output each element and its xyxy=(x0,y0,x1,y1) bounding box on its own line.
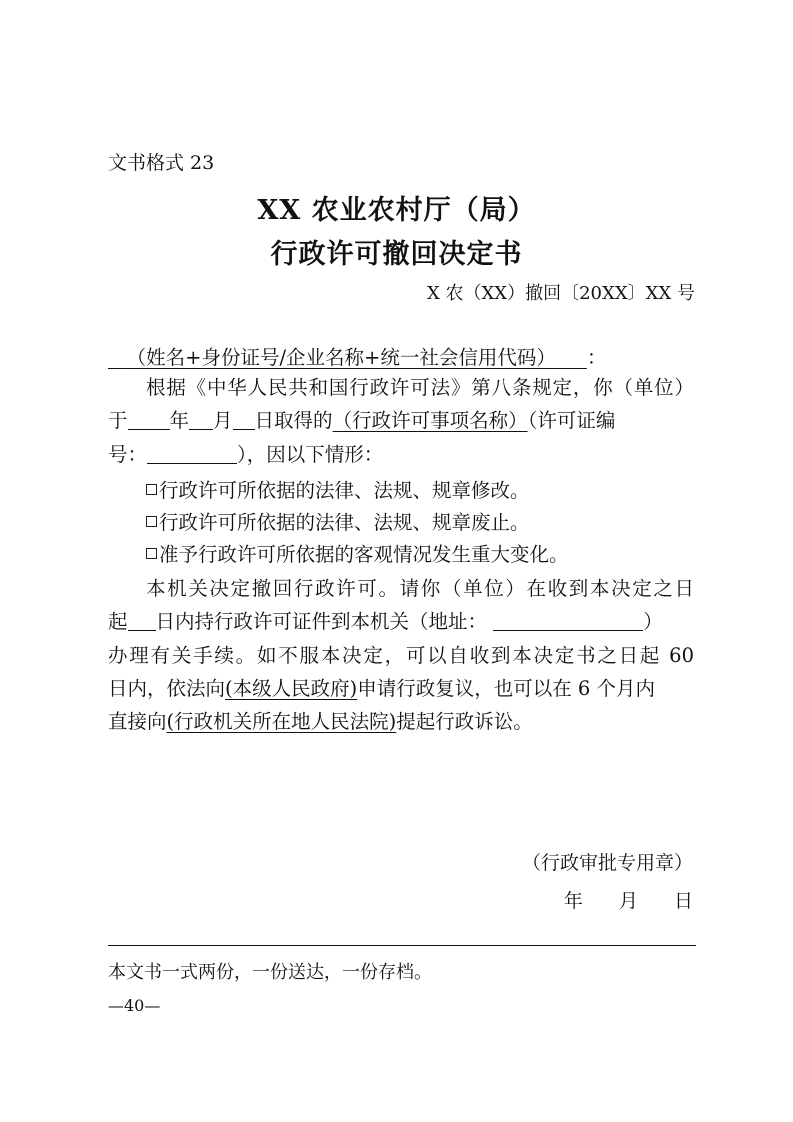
government-name: (本级人民政府) xyxy=(225,677,358,700)
text-yu: 于 xyxy=(108,409,128,432)
addressee-field: （姓名+身份证号/企业名称+统一社会信用代码） xyxy=(126,346,556,369)
document-title: 行政许可撤回决定书 xyxy=(270,239,523,270)
option-law-modified xyxy=(108,476,694,506)
official-seal-label: （行政审批专用章） xyxy=(521,852,693,874)
year-blank xyxy=(128,409,170,430)
text-qi: 起 xyxy=(108,610,128,633)
footer-divider xyxy=(108,945,696,946)
text-return-license: 日内持行政许可证件到本机关（地址： xyxy=(155,610,488,633)
signature-date: 年 月 日 xyxy=(563,890,693,912)
paragraph-2-line-2 xyxy=(108,607,694,637)
document-title-agency: XX 农业农村厅（局） xyxy=(257,195,536,226)
checkbox-icon xyxy=(146,484,157,495)
text-day: 日取得的 xyxy=(254,409,333,432)
text-hao: 号： xyxy=(108,443,148,466)
court-name: (行政机关所在地人民法院) xyxy=(166,710,397,733)
text-circumstances: ），因以下情形： xyxy=(237,443,384,466)
checkbox-icon xyxy=(146,548,157,559)
option-circumstance-change xyxy=(108,540,694,570)
text-close-paren: ） xyxy=(643,610,663,633)
option-law-repealed xyxy=(108,508,694,538)
paragraph-1-line-2 xyxy=(108,406,694,436)
paragraph-1-line-1: 根据《中华人民共和国行政许可法》第八条规定，你（单位） xyxy=(146,376,694,399)
days-blank xyxy=(128,610,156,631)
copies-note: 本文书一式两份，一份送达，一份存档。 xyxy=(108,962,432,983)
paragraph-1-line-3 xyxy=(108,440,694,470)
text-month: 月 xyxy=(213,409,233,432)
text-year: 年 xyxy=(169,409,190,432)
month-blank xyxy=(189,409,213,430)
text-directly: 直接向 xyxy=(108,710,167,733)
option-3-label: 准予行政许可所依据的客观情况发生重大变化。 xyxy=(159,543,569,566)
text-litigation: 提起行政诉讼。 xyxy=(396,710,533,733)
paragraph-2-line-4 xyxy=(108,674,694,704)
address-blank xyxy=(493,610,643,631)
text-license-number-prefix: （许可证编 xyxy=(527,409,616,432)
addressee-colon: ： xyxy=(586,346,607,369)
addressee-line xyxy=(108,343,694,373)
day-blank xyxy=(233,409,255,430)
page-number: —40— xyxy=(108,996,161,1015)
document-number: X 农（XX）撤回〔20XX〕XX 号 xyxy=(426,283,695,304)
paragraph-2-line-1: 本机关决定撤回行政许可。请你（单位）在收到本决定之日 xyxy=(146,577,694,600)
license-number-blank xyxy=(147,443,237,464)
checkbox-icon xyxy=(146,516,157,527)
paragraph-2-line-3: 办理有关手续。如不服本决定，可以自收到本决定书之日起 60 xyxy=(108,644,694,667)
license-item-name: （行政许可事项名称） xyxy=(332,409,528,432)
format-label: 文书格式 23 xyxy=(108,152,215,174)
paragraph-2-line-5 xyxy=(108,707,694,737)
option-1-label: 行政许可所依据的法律、法规、规章修改。 xyxy=(159,479,530,502)
text-review: 申请行政复议，也可以在 6 个月内 xyxy=(357,677,656,700)
option-2-label: 行政许可所依据的法律、法规、规章废止。 xyxy=(159,511,530,534)
text-within-days: 日内，依法向 xyxy=(108,677,226,700)
